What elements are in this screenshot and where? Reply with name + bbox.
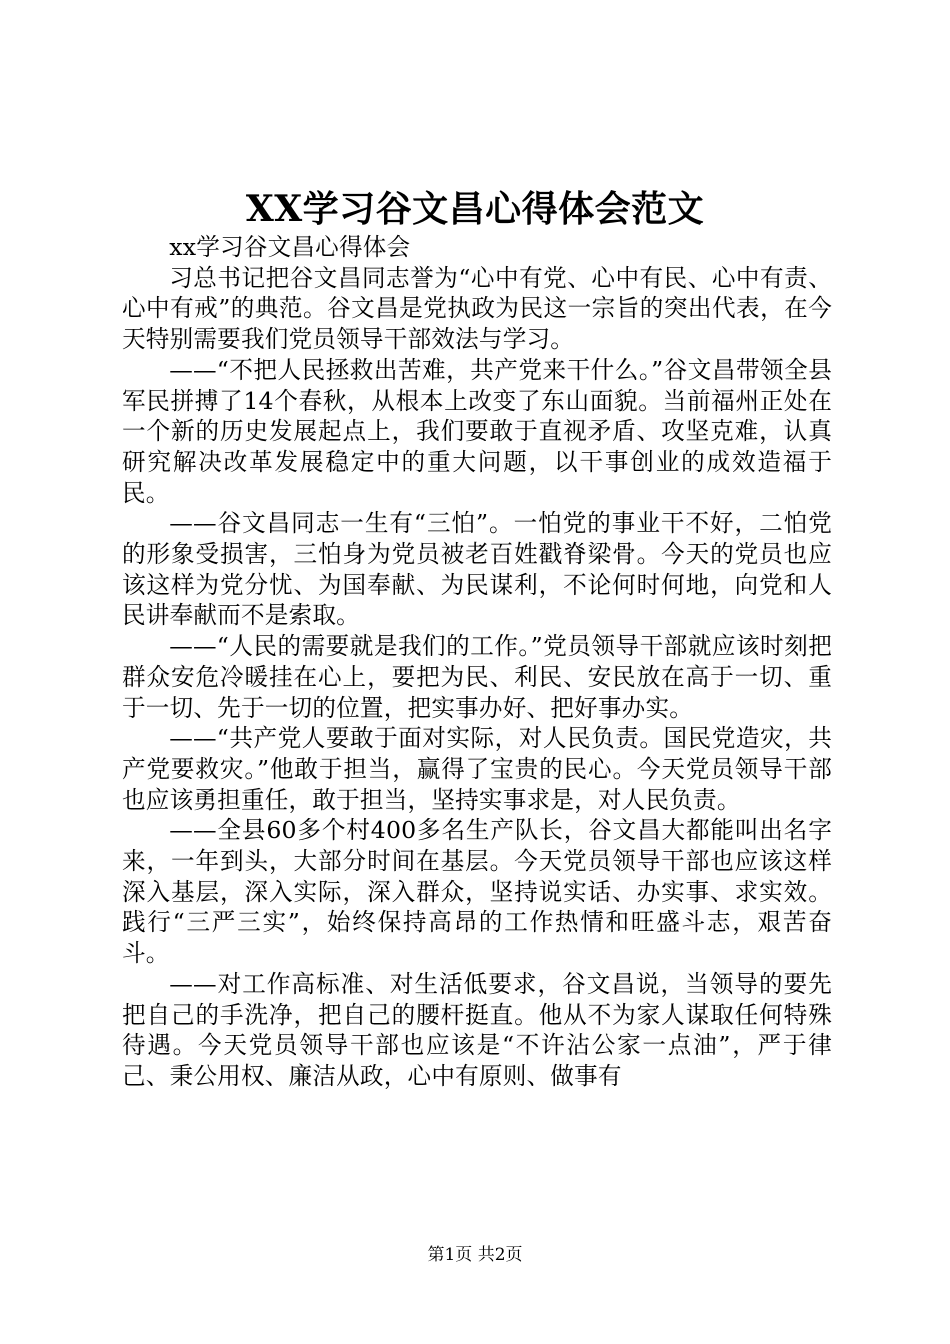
body-paragraph: ——谷文昌同志一生有“三怕”。一怕党的事业干不好，二怕党的形象受损害，三怕身为党员被老百姓戳脊梁骨。今天的党员也应该这样为党分忧、为国奉献、为民谋利，不论何时何地，向党和人民讲奉献而不是索取。 bbox=[122, 509, 832, 630]
body-paragraph: ——全县60多个村400多名生产队长，谷文昌大都能叫出名字来，一年到头，大部分时间在基层。今天党员领导干部也应该这样深入基层，深入实际，深入群众，坚持说实话、办实事、求实效。践行“三严三实”，始终保持高昂的工作热情和旺盛斗志，艰苦奋斗。 bbox=[122, 816, 832, 968]
document-body bbox=[122, 232, 832, 1092]
body-paragraph: ——“不把人民拯救出苦难，共产党来干什么。”谷文昌带领全县军民拼搏了14个春秋，从根本上改变了东山面貌。当前福州正处在一个新的历史发展起点上，我们要敢于直视矛盾、攻坚克难，认真研究解决改革发展稳定中的重大问题，以干事创业的成效造福于民。 bbox=[122, 355, 832, 507]
body-paragraph: ——对工作高标准、对生活低要求，谷文昌说，当领导的要先把自己的手洗净，把自己的腰杆挺直。他从不为家人谋取任何特殊待遇。今天党员领导干部也应该是“不许沾公家一点油”，严于律己、秉公用权、廉洁从政，心中有原则、做事有 bbox=[122, 969, 832, 1090]
page-number-footer: 第1页 共2页 bbox=[427, 1245, 523, 1265]
body-paragraph: 习总书记把谷文昌同志誉为“心中有党、心中有民、心中有责、心中有戒”的典范。谷文昌是党执政为民这一宗旨的突出代表，在今天特别需要我们党员领导干部效法与学习。 bbox=[122, 263, 832, 354]
document-title: XX学习谷文昌心得体会范文 bbox=[245, 188, 705, 230]
body-paragraph: xx学习谷文昌心得体会 bbox=[169, 233, 411, 261]
body-paragraph: ——“共产党人要敢于面对实际，对人民负责。国民党造灾，共产党要救灾。”他敢于担当，赢得了宝贵的民心。今天党员领导干部也应该勇担重任，敢于担当，坚持实事求是，对人民负责。 bbox=[122, 724, 832, 814]
body-paragraph: ——“人民的需要就是我们的工作。”党员领导干部就应该时刻把群众安危冷暖挂在心上，要把为民、利民、安民放在高于一切、重于一切、先于一切的位置，把实事办好、把好事办实。 bbox=[122, 632, 832, 722]
